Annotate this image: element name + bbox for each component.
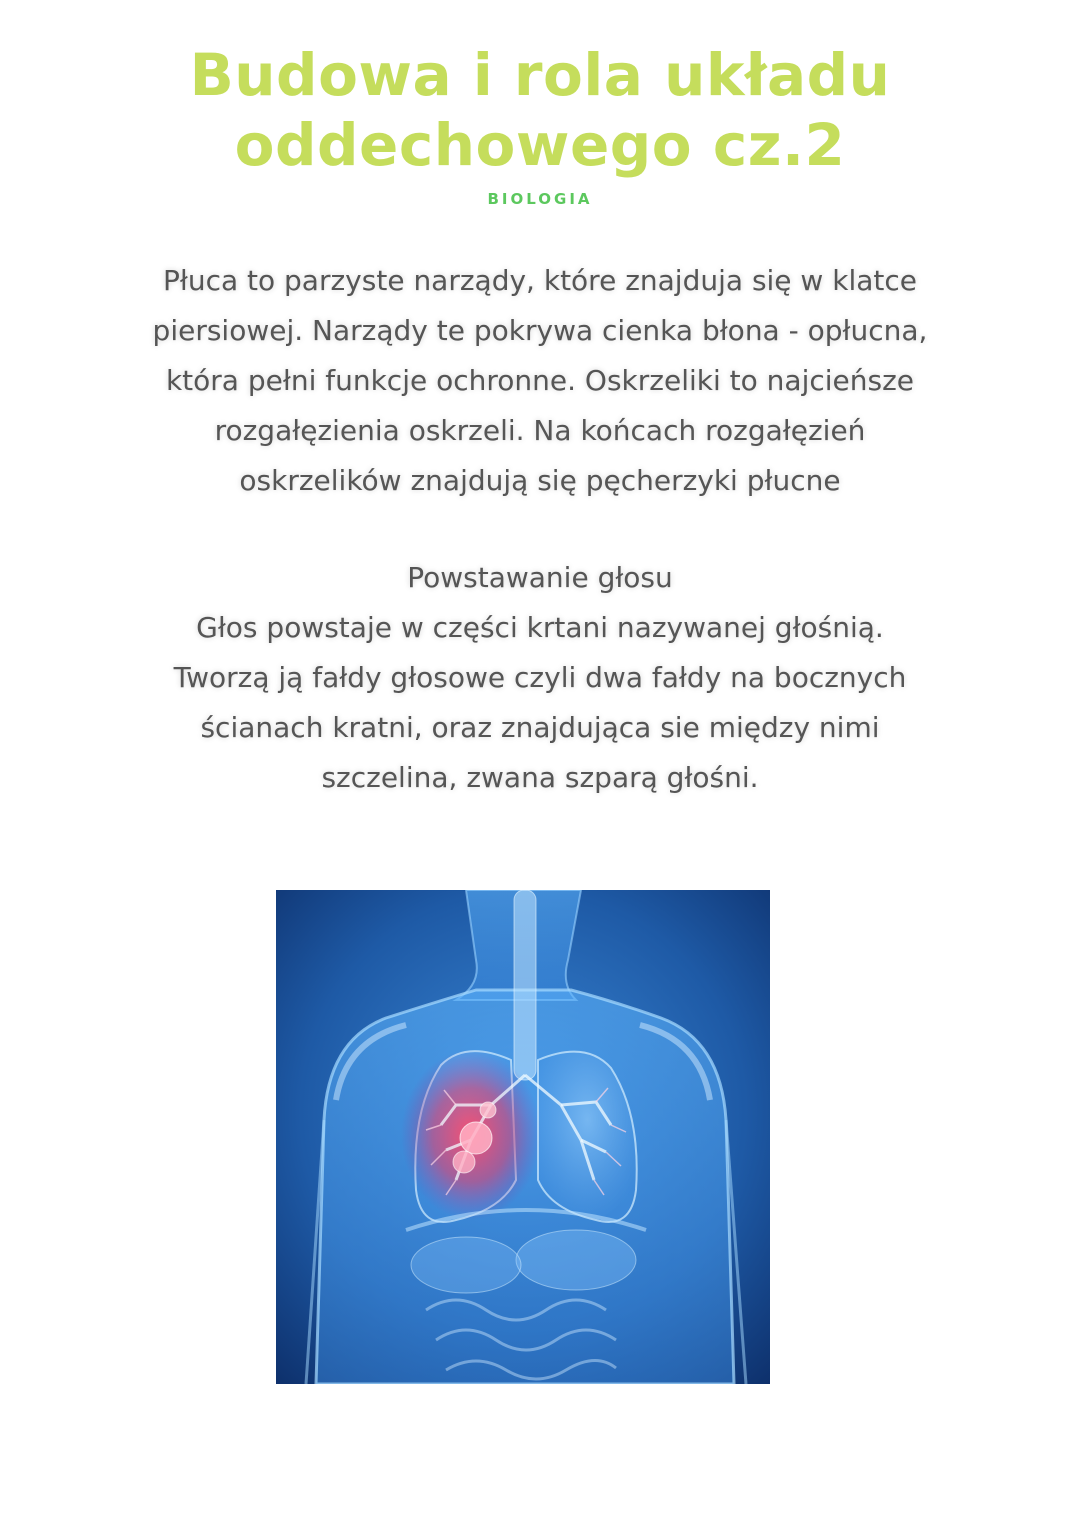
respiratory-system-illustration [276,890,770,1384]
lungs-paragraph [0,256,1080,506]
liver-shape [411,1237,521,1293]
subject-label: BIOLOGIA [487,190,593,208]
page-title [0,40,1080,180]
torso-lungs-image [276,890,770,1384]
text-line: rozgałęzienia oskrzeli. Na końcach rozgałęzień [214,414,866,447]
text-line: Tworzą ją fałdy głosowe czyli dwa fałdy na bocznych [173,661,907,694]
title-line-1: Budowa i rola układu [189,41,891,109]
stomach-shape [516,1230,636,1290]
text-line: Głos powstaje w części krtani nazywanej głośnią. [196,611,884,644]
text-line: oskrzelików znajdują się pęcherzyki płucne [239,464,841,497]
text-line: ścianach kratni, oraz znajdująca sie między nimi [200,711,880,744]
voice-paragraph [0,553,1080,803]
section-heading: Powstawanie głosu [407,561,673,594]
text-line: która pełni funkcje ochronne. Oskrzeliki to najcieńsze [165,364,915,397]
text-line: szczelina, zwana szparą głośni. [321,761,759,794]
text-line: piersiowej. Narządy te pokrywa cienka błona - opłucna, [152,314,928,347]
text-line: Płuca to parzyste narządy, które znajduja się w klatce [162,264,917,297]
trachea-shape [514,890,536,1080]
title-line-2: oddechowego cz.2 [234,111,846,179]
